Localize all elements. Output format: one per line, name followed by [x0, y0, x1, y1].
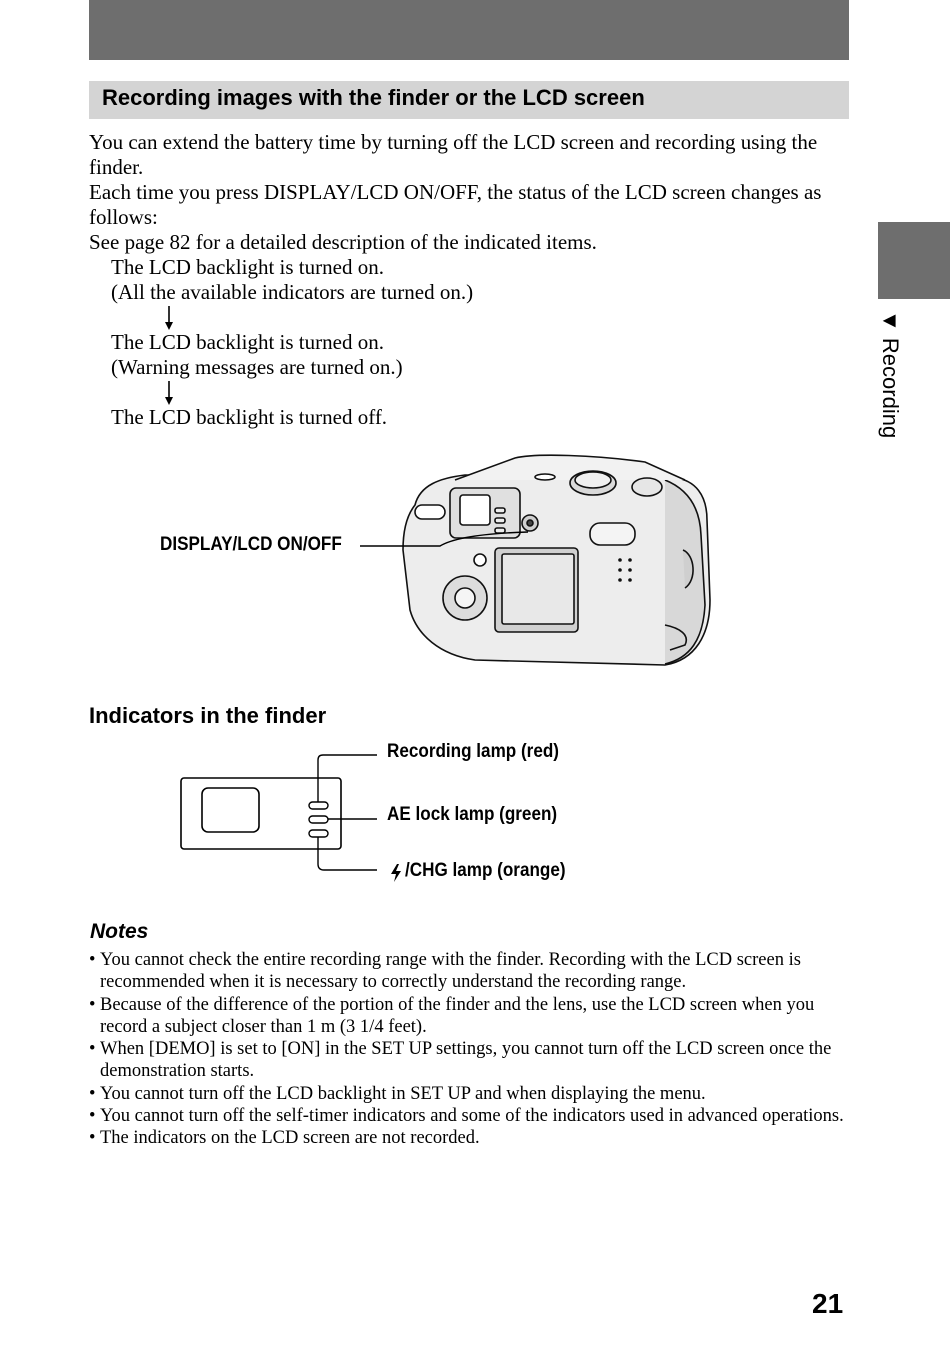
notes-list	[89, 949, 859, 1150]
sequence-step-note: (Warning messages are turned on.)	[111, 355, 403, 379]
header-bar	[89, 0, 849, 60]
note-item: • The indicators on the LCD screen are not recorded.	[89, 1128, 480, 1149]
sequence-step-line: The LCD backlight is turned off.	[111, 405, 388, 429]
chg-lamp-label: /CHG lamp (orange)	[405, 860, 566, 881]
note-item: • You cannot check the entire recording range with the finder. Recording with the LCD screen is recommended when it is necessary to correctly understand the recording range.	[89, 950, 801, 993]
intro-text	[89, 130, 859, 255]
intro-paragraph: Each time you press DISPLAY/LCD ON/OFF, the status of the LCD screen changes as follows:	[89, 180, 822, 229]
intro-paragraph: You can extend the battery time by turning off the LCD screen and recording using the finder.	[89, 130, 818, 179]
sequence-step-line: The LCD backlight is turned on.	[111, 255, 384, 279]
sequence-step	[111, 405, 387, 430]
page-number: 21	[812, 1288, 844, 1319]
side-tab-marker: ▼	[878, 310, 903, 332]
camera-illustration	[395, 450, 725, 675]
intro-paragraph: See page 82 for a detailed description of the indicated items.	[89, 230, 597, 254]
sequence-step-note: (All the available indicators are turned on.)	[111, 280, 474, 304]
side-tab-text: Recording	[878, 337, 903, 439]
callout-leader-line	[360, 528, 540, 558]
sequence-step	[111, 255, 473, 305]
sequence-step-line: The LCD backlight is turned on.	[111, 330, 384, 354]
ae-lock-lamp-label: AE lock lamp (green)	[387, 804, 558, 825]
note-item: • You cannot turn off the LCD backlight in SET UP and when displaying the menu.	[89, 1083, 706, 1104]
down-arrow-icon	[162, 305, 176, 331]
note-item: • Because of the difference of the portion of the finder and the lens, use the LCD screen when you record a subject closer than 1 m (3 1/4 feet).	[89, 994, 815, 1037]
notes-title: Notes	[90, 920, 149, 943]
section-heading	[89, 81, 849, 119]
side-tab-label	[873, 310, 903, 460]
display-button-callout: DISPLAY/LCD ON/OFF	[160, 534, 342, 555]
section-title: Recording images with the finder or the LCD screen	[102, 85, 645, 110]
recording-lamp-label: Recording lamp (red)	[387, 741, 559, 762]
finder-section-title: Indicators in the finder	[89, 703, 327, 728]
note-item: • When [DEMO] is set to [ON] in the SET UP settings, you cannot turn off the LCD screen once the demonstration starts.	[89, 1039, 832, 1082]
down-arrow-icon	[162, 380, 176, 406]
finder-diagram	[180, 752, 390, 877]
side-tab-block	[878, 222, 950, 299]
note-item: • You cannot turn off the self-timer indicators and some of the indicators used in advanced operations.	[89, 1106, 844, 1127]
sequence-step	[111, 330, 403, 380]
flash-icon	[390, 864, 402, 882]
